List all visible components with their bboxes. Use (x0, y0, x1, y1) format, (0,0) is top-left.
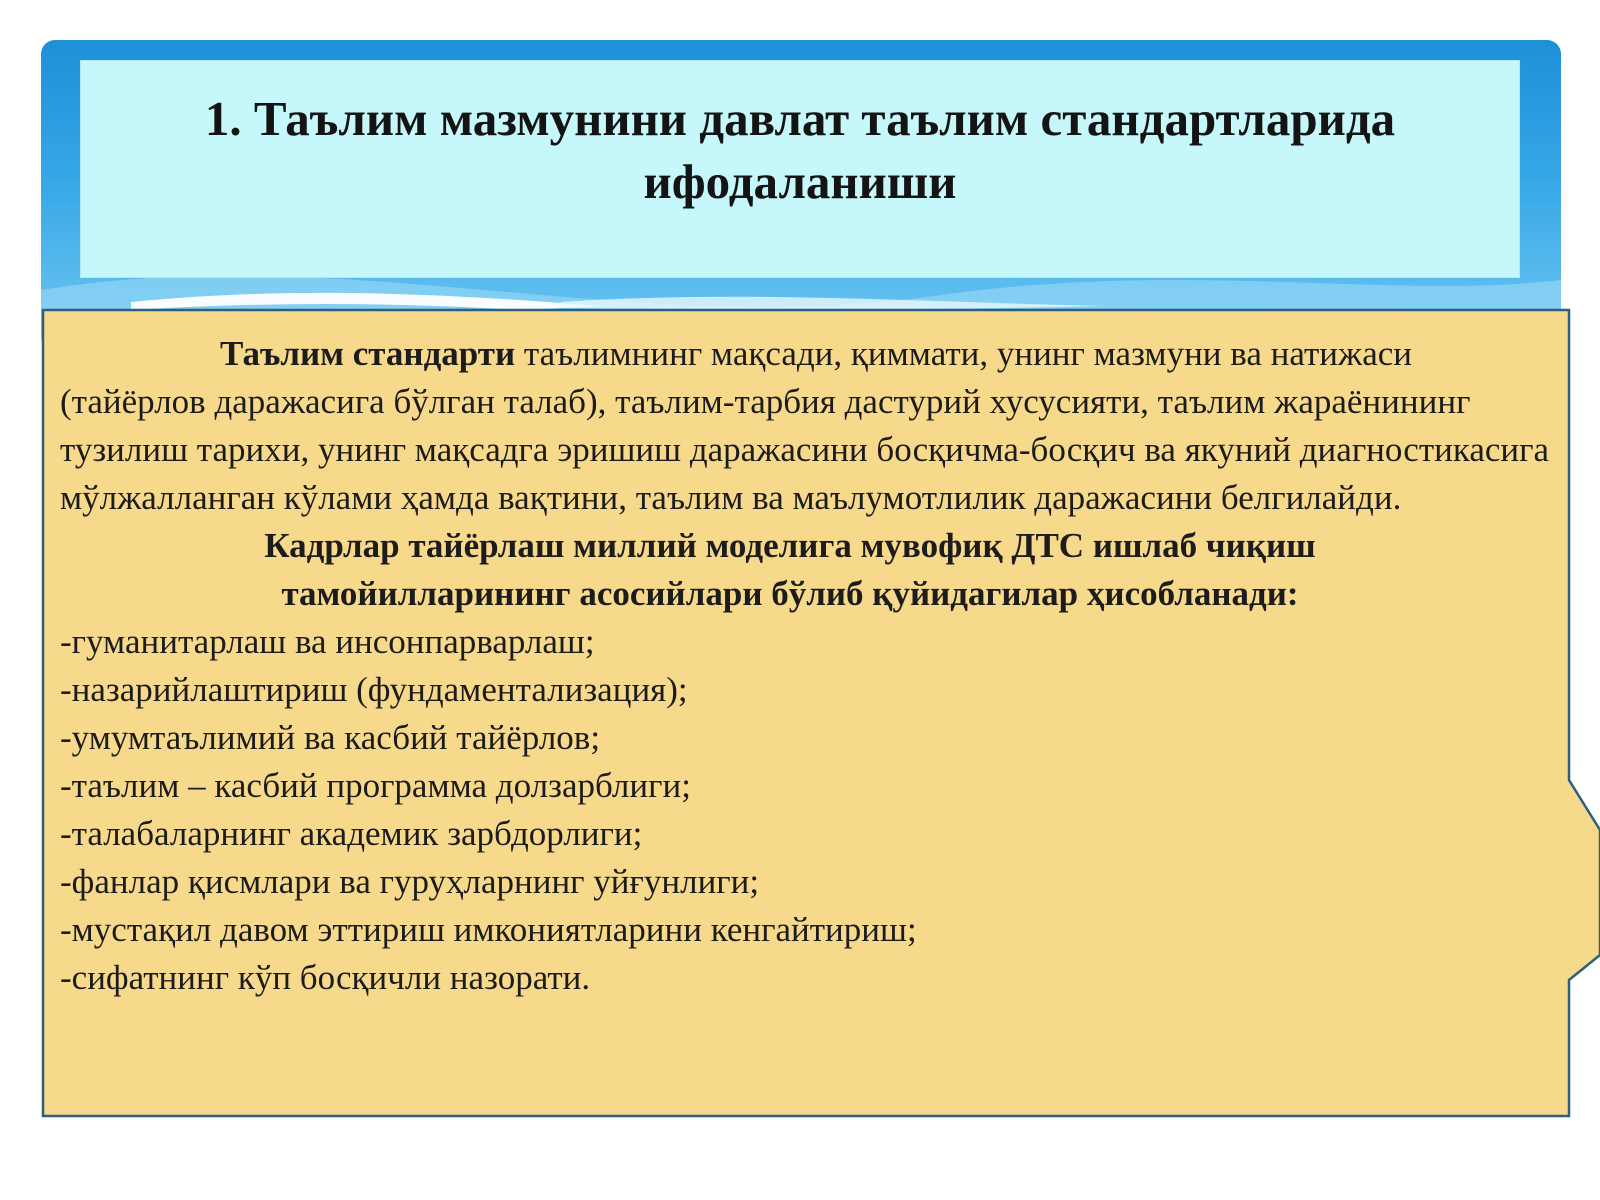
list-item: -мустақил давом эттириш имкониятларини кенгайтириш; (60, 910, 917, 949)
list-item: -таълим – касбий программа долзарблиги; (60, 766, 691, 805)
principles-list (60, 618, 1550, 1002)
principles-heading-line2: тамойилларининг асосийлари бўлиб қуйидагилар ҳисобланади: (281, 574, 1299, 613)
list-item: -сифатнинг кўп босқичли назорати. (60, 958, 591, 997)
principles-heading (60, 522, 1550, 618)
principles-heading-line1: Кадрлар тайёрлаш миллий моделига мувофиқ ДТС ишлаб чиқиш (264, 526, 1316, 565)
standard-definition-text: таълимнинг мақсади, қиммати, унинг мазмуни ва натижаси (тайёрлов даражасига бўлган талаб), таълим-тарбия дастурий хусусияти, таълим жараёнининг тузилиш тарихи, унинг мақсадга эришиш даражасини босқичма-босқич ва якуний диагностикасига мўлжалланган кўлами ҳамда вақтини, таълим ва маълумотлилик даражасини белгилайди. (60, 334, 1550, 517)
list-item: -назарийлаштириш (фундаментализация); (60, 670, 688, 709)
slide-title-line2: ифодаланиши (643, 154, 957, 209)
slide-title-line1: 1. Таълим мазмунини давлат таълим стандартларида (204, 91, 1396, 146)
content-body (60, 330, 1550, 1002)
list-item: -гуманитарлаш ва инсонпарварлаш; (60, 622, 595, 661)
list-item: -умумтаълимий ва касбий тайёрлов; (60, 718, 601, 757)
standard-definition-paragraph (60, 330, 1550, 522)
list-item: -фанлар қисмлари ва гуруҳларнинг уйғунлиги; (60, 862, 760, 901)
standard-term: Таълим стандарти (220, 334, 516, 373)
list-item: -талабаларнинг академик зарбдорлиги; (60, 814, 643, 853)
